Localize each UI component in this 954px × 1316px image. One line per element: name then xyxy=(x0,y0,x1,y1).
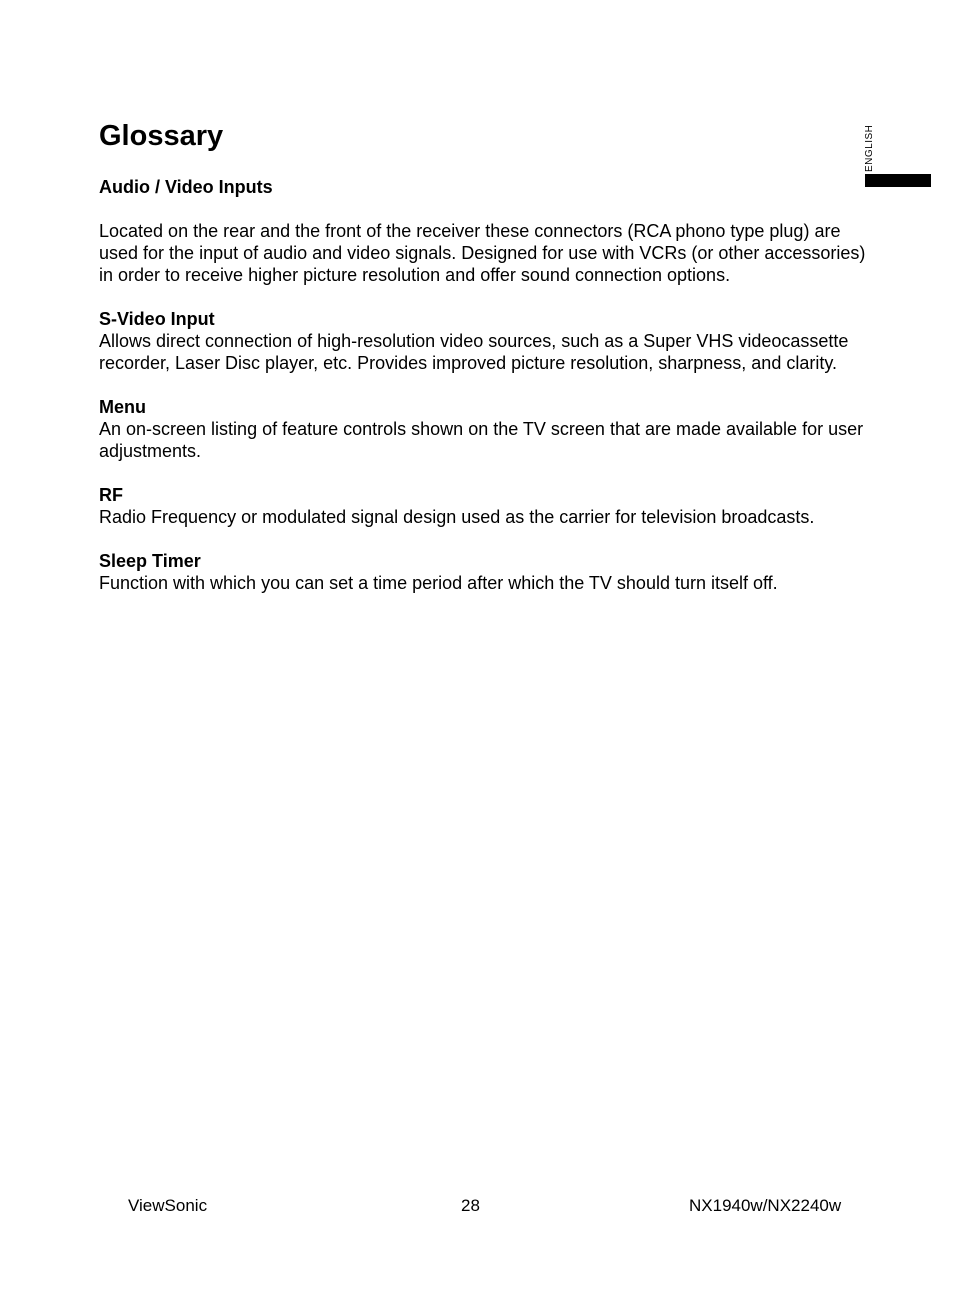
glossary-term: Sleep Timer xyxy=(99,551,201,571)
entry-spacer xyxy=(99,198,869,220)
footer-page-number: 28 xyxy=(461,1196,480,1215)
glossary-term: S-Video Input xyxy=(99,309,215,329)
footer-model: NX1940w/NX2240w xyxy=(689,1196,842,1215)
language-tab xyxy=(864,112,880,172)
glossary-definition: Allows direct connection of high-resolution video sources, such as a Super VHS videocassette recorder, Laser Disc player, etc. Provides improved picture resolution, sharpness, and clarity. xyxy=(99,331,849,373)
page-title: Glossary xyxy=(99,120,224,152)
glossary-term: Menu xyxy=(99,397,146,417)
footer-brand: ViewSonic xyxy=(128,1196,208,1215)
glossary-entry-sleep-timer xyxy=(99,550,869,594)
language-tab-bar xyxy=(865,174,931,187)
glossary-term: RF xyxy=(99,485,123,505)
glossary-content xyxy=(99,176,869,616)
glossary-definition: Located on the rear and the front of the receiver these connectors (RCA phono type plug) are used for the input of audio and video signals. Designed for use with VCRs (or other accessories) in order to receive higher picture resolution and offer sound connection options. xyxy=(99,221,866,285)
glossary-definition: An on-screen listing of feature controls shown on the TV screen that are made available for user adjustments. xyxy=(99,419,864,461)
glossary-entry-rf xyxy=(99,484,869,528)
glossary-entry-menu xyxy=(99,396,869,462)
language-tab-label: ENGLISH xyxy=(864,124,875,172)
glossary-entry-audio-video-inputs xyxy=(99,176,869,286)
glossary-definition: Radio Frequency or modulated signal design used as the carrier for television broadcasts. xyxy=(99,507,815,527)
glossary-definition: Function with which you can set a time period after which the TV should turn itself off. xyxy=(99,573,778,593)
glossary-term: Audio / Video Inputs xyxy=(99,177,273,197)
glossary-entry-s-video-input xyxy=(99,308,869,374)
